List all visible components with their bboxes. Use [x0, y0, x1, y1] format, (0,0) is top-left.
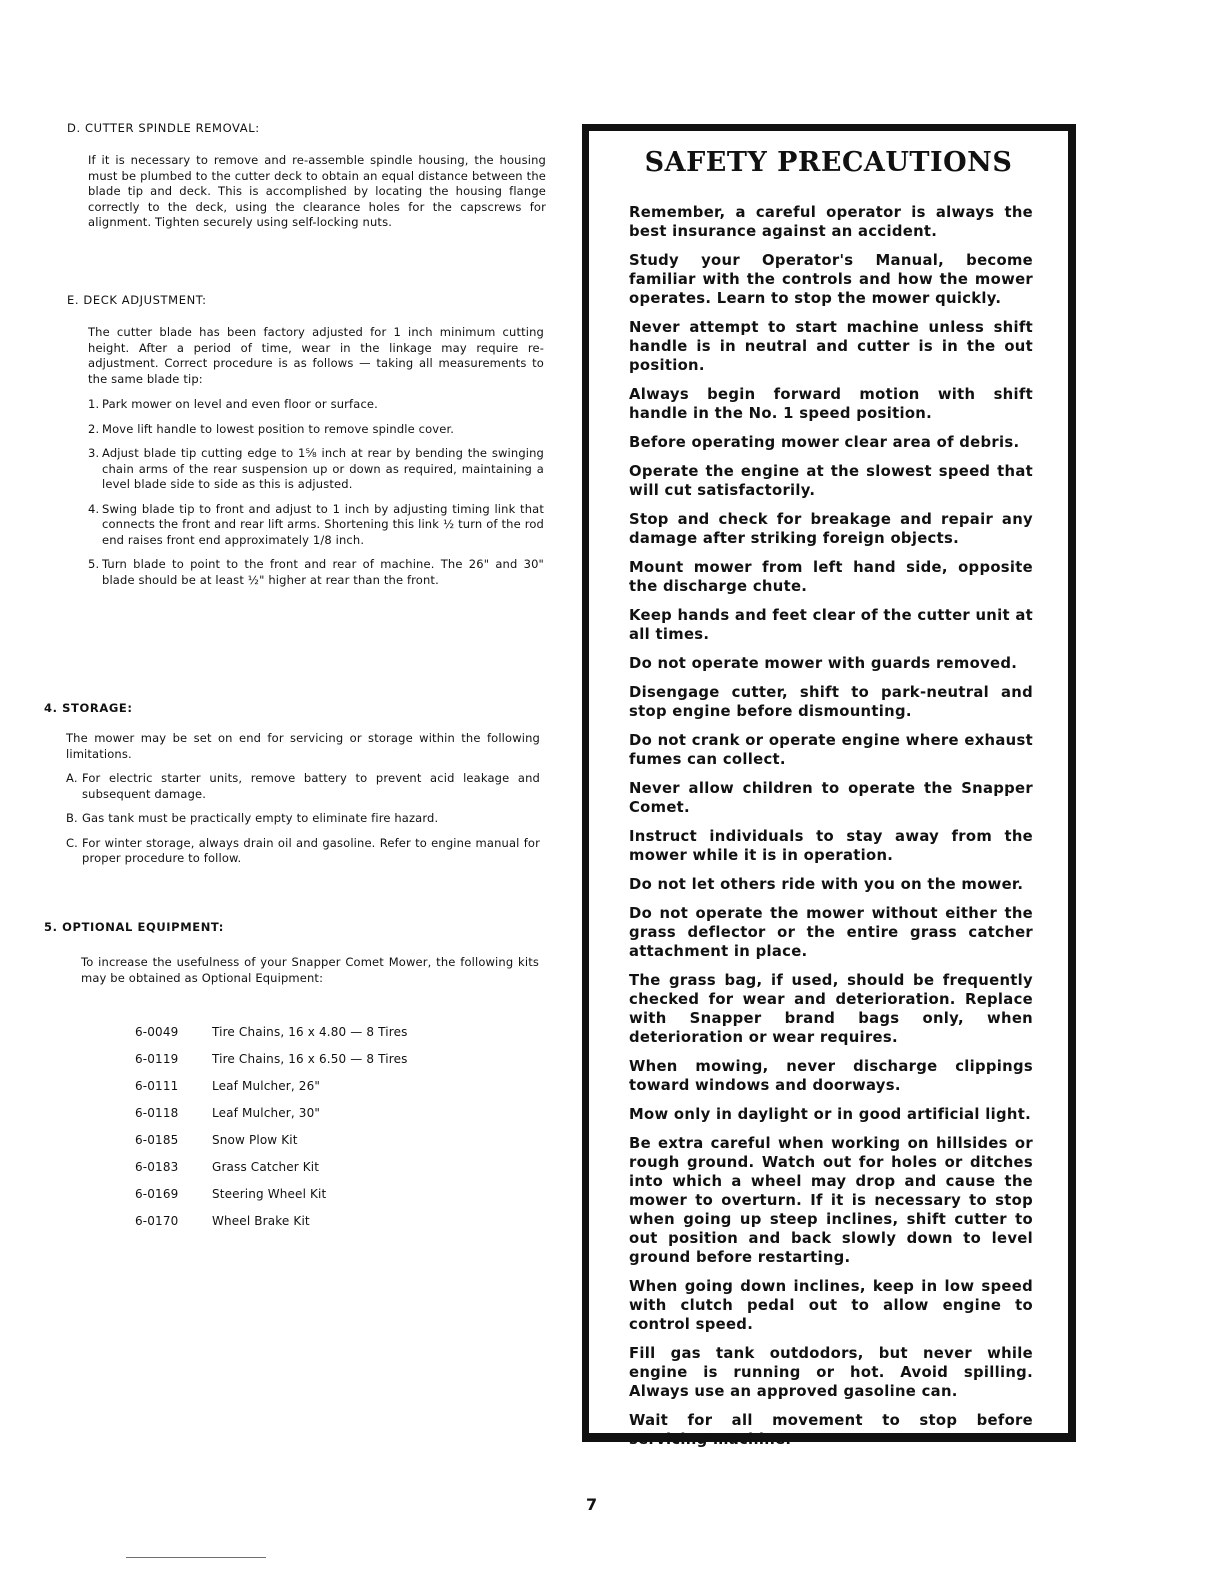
- table-row: 6-0119 Tire Chains, 16 x 6.50 — 8 Tires: [135, 1052, 408, 1066]
- table-row: 6-0170 Wheel Brake Kit: [135, 1214, 310, 1228]
- section-d-body: [88, 153, 546, 231]
- safety-item: Do not let others ride with you on the mower.: [629, 876, 1024, 893]
- safety-precautions-box: [582, 124, 1076, 1448]
- storage-body: [66, 731, 540, 876]
- list-item: 3. Adjust blade tip cutting edge to 1⅝ inch at rear by bending the swinging chain arms of the rear suspension up or down as required, maintaining a level blade side to side as this is adjusted.: [88, 446, 544, 491]
- safety-item: Be extra careful when working on hillsides or rough ground. Watch out for holes or ditches into which a wheel may drop and cause the mower to overturn. If it is necessary to stop when going up steep inclines, shift cutter to out position and back slowly down to level ground before restarting.: [629, 1135, 1033, 1266]
- safety-item: Never allow children to operate the Snapper Comet.: [629, 780, 1033, 816]
- safety-item: Keep hands and feet clear of the cutter unit at all times.: [629, 607, 1033, 643]
- safety-item: The grass bag, if used, should be frequently checked for wear and deterioration. Replace with Snapper brand bags only, when deterioration or wear requires.: [629, 972, 1033, 1046]
- kits-table: [135, 1025, 455, 1241]
- safety-item: Study your Operator's Manual, become familiar with the controls and how the mower operates. Learn to stop the mower quickly.: [629, 252, 1033, 307]
- section-d-heading: D. CUTTER SPINDLE REMOVAL:: [67, 121, 260, 135]
- list-item: 4. Swing blade tip to front and adjust to 1 inch by adjusting timing link that connects the front and rear lift arms. Shortening this link ½ turn of the rod end raises front end approximately 1/8 inch.: [88, 501, 544, 547]
- list-item: 1. Park mower on level and even floor or surface.: [88, 397, 378, 411]
- table-row: 6-0118 Leaf Mulcher, 30": [135, 1106, 321, 1120]
- section-e-body: [88, 325, 544, 597]
- safety-item: Remember, a careful operator is always the best insurance against an accident.: [629, 204, 1033, 240]
- section-d-paragraph: If it is necessary to remove and re-assemble spindle housing, the housing must be plumbed to the cutter deck to obtain an equal distance between the blade tip and deck. This is accomplished by locating the housing flange correctly to the deck, using the clearance holes for the capscrews for alignment. Tighten securely using self-locking nuts.: [88, 153, 546, 229]
- table-row: 6-0185 Snow Plow Kit: [135, 1133, 298, 1147]
- list-item: C. For winter storage, always drain oil and gasoline. Refer to engine manual for proper procedure to follow.: [66, 835, 540, 865]
- safety-item: Before operating mower clear area of debris.: [629, 434, 1020, 451]
- page-number: 7: [586, 1495, 598, 1514]
- safety-item: Stop and check for breakage and repair any damage after striking foreign objects.: [629, 511, 1033, 547]
- list-item: B. Gas tank must be practically empty to eliminate fire hazard.: [66, 811, 439, 825]
- safety-item: Fill gas tank outdodors, but never while engine is running or hot. Avoid spilling. Always use an approved gasoline can.: [629, 1345, 1033, 1400]
- safety-item: Mount mower from left hand side, opposite the discharge chute.: [629, 559, 1033, 595]
- optional-equipment-heading: 5. OPTIONAL EQUIPMENT:: [44, 920, 224, 934]
- safety-item: Mow only in daylight or in good artificial light.: [629, 1106, 1031, 1123]
- safety-item: When going down inclines, keep in low speed with clutch pedal out to allow engine to control speed.: [629, 1278, 1033, 1333]
- deck-adjustment-steps: [88, 397, 544, 588]
- table-row: 6-0183 Grass Catcher Kit: [135, 1160, 320, 1174]
- storage-intro: The mower may be set on end for servicing or storage within the following limitations.: [66, 731, 540, 761]
- table-row: 6-0111 Leaf Mulcher, 26": [135, 1079, 321, 1093]
- list-item: 2. Move lift handle to lowest position to remove spindle cover.: [88, 421, 455, 436]
- storage-heading: 4. STORAGE:: [44, 701, 133, 715]
- storage-items: [66, 771, 540, 867]
- safety-title: SAFETY PRECAUTIONS: [644, 147, 1013, 178]
- safety-item: Do not crank or operate engine where exhaust fumes can collect.: [629, 732, 1033, 768]
- safety-item: When mowing, never discharge clippings toward windows and doorways.: [629, 1058, 1033, 1094]
- footer-divider: [126, 1557, 266, 1558]
- table-row: 6-0049 Tire Chains, 16 x 4.80 — 8 Tires: [135, 1025, 408, 1039]
- optional-equipment-intro: To increase the usefulness of your Snapper Comet Mower, the following kits may be obtained as Optional Equipment:: [81, 955, 539, 985]
- safety-item: Never attempt to start machine unless shift handle is in neutral and cutter is in the out position.: [629, 319, 1033, 374]
- table-row: 6-0169 Steering Wheel Kit: [135, 1187, 327, 1201]
- safety-list: [629, 203, 1033, 1459]
- safety-item: Always begin forward motion with shift handle in the No. 1 speed position.: [629, 386, 1033, 422]
- section-e-intro: The cutter blade has been factory adjusted for 1 inch minimum cutting height. After a period of time, wear in the linkage may require re-adjustment. Correct procedure is as follows — taking all measurements to the same blade tip:: [88, 325, 544, 386]
- safety-item: Disengage cutter, shift to park-neutral and stop engine before dismounting.: [629, 684, 1033, 720]
- safety-item: Operate the engine at the slowest speed that will cut satisfactorily.: [629, 463, 1033, 499]
- safety-item: Do not operate the mower without either the grass deflector or the entire grass catcher attachment in place.: [629, 905, 1033, 960]
- safety-item: Do not operate mower with guards removed.: [629, 655, 1018, 672]
- section-e-heading: E. DECK ADJUSTMENT:: [67, 293, 207, 307]
- list-item: 5. Turn blade to point to the front and rear of machine. The 26" and 30" blade should be at least ½" higher at rear than the front.: [88, 557, 544, 587]
- safety-item: Instruct individuals to stay away from the mower while it is in operation.: [629, 828, 1033, 864]
- safety-item: Wait for all movement to stop before servicing machine.: [629, 1412, 1033, 1448]
- list-item: A. For electric starter units, remove battery to prevent acid leakage and subsequent damage.: [66, 771, 540, 801]
